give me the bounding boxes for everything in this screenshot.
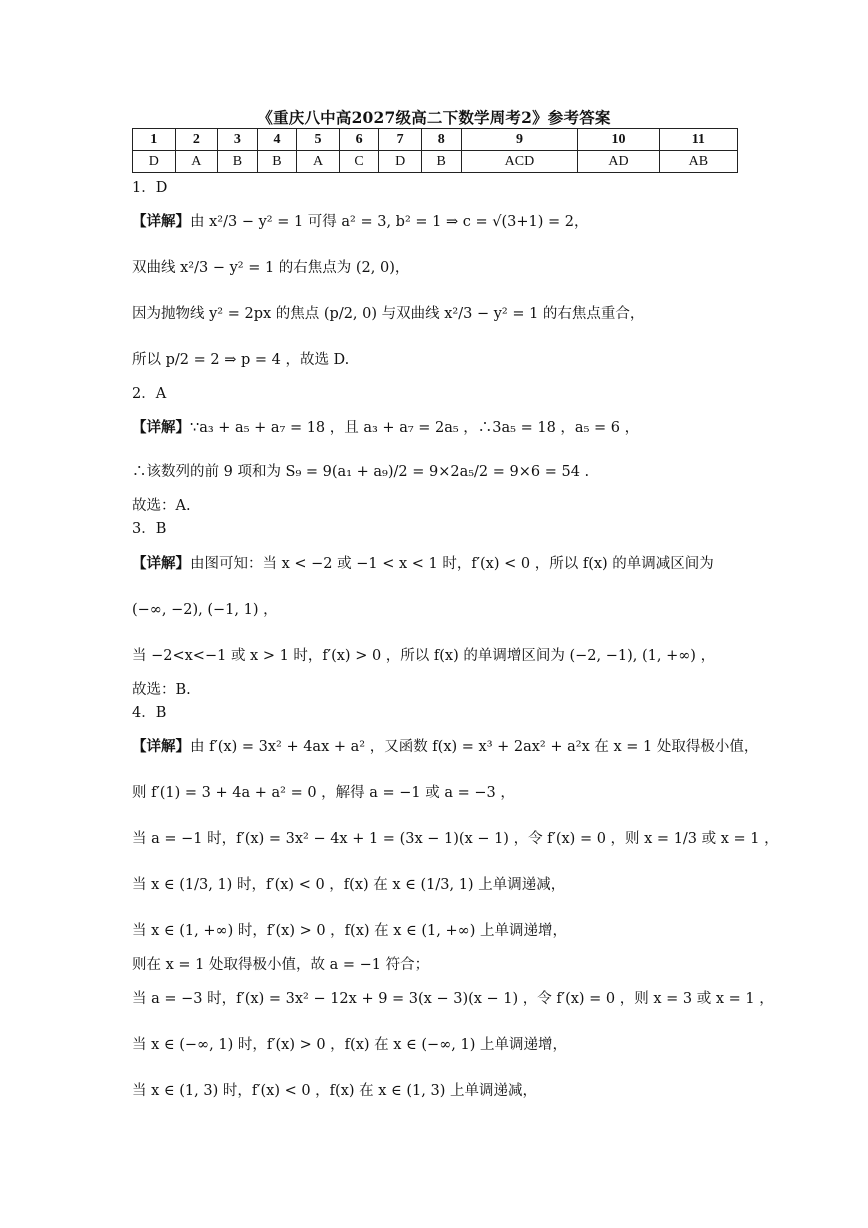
solution-line (132, 496, 191, 516)
solution-line (132, 212, 588, 232)
question-number: 1 (133, 129, 176, 151)
solution-line (132, 829, 779, 849)
solution-line (132, 921, 567, 941)
solution-line (132, 554, 714, 574)
solution-text: 则在 x = 1 处取得极小值，故 a = −1 符合； (132, 957, 430, 973)
page-title: 《重庆八中高2027级高二下数学周考2》参考答案 (257, 108, 611, 127)
solution-line (132, 646, 715, 666)
answer-cell: AD (578, 151, 659, 173)
detail-label: 【详解】 (132, 555, 190, 572)
solution-line (132, 680, 191, 700)
solution-text: 双曲线 x²/3 − y² = 1 的右焦点为 (2, 0)， (132, 260, 410, 276)
answer-cell: AB (659, 151, 737, 173)
solution-line (132, 955, 429, 975)
question-number: 8 (421, 129, 461, 151)
solution-line (132, 178, 167, 198)
detail-label: 【详解】 (132, 738, 190, 755)
solution-text: 由图可知：当 x < −2 或 −1 < x < 1 时，f′(x) < 0 ，所以 f(x) 的单调减区间为 (190, 556, 714, 572)
solution-line (132, 304, 644, 324)
solution-text: 当 x ∈ (1, +∞) 时，f′(x) > 0 ，f(x) 在 x ∈ (1, +∞) 上单调递增， (132, 923, 567, 939)
answer-cell: A (297, 151, 340, 173)
answer-cell: C (339, 151, 379, 173)
question-number: 7 (379, 129, 422, 151)
question-number: 5 (297, 129, 340, 151)
solution-line (132, 384, 166, 404)
solution-line (132, 350, 349, 370)
answer-cell: B (421, 151, 461, 173)
answer-row (133, 151, 738, 173)
question-number: 4 (257, 129, 297, 151)
solution-line (132, 258, 409, 278)
solution-line (132, 519, 166, 539)
solution-text: 故选：A. (132, 498, 191, 514)
question-number: 11 (659, 129, 737, 151)
solution-text: 当 −2<x<−1 或 x > 1 时，f′(x) > 0 ，所以 f(x) 的单调增区间为 (−2, −1), (1, +∞) ， (132, 648, 716, 664)
solution-text: 所以 p/2 = 2 ⇒ p = 4 ，故选 D. (132, 352, 350, 368)
question-number: 3 (218, 129, 258, 151)
solution-line (132, 989, 774, 1009)
answer-cell: A (175, 151, 218, 173)
solution-text: 故选：B. (132, 682, 191, 698)
solution-text: ∴该数列的前 9 项和为 S₉ = 9(a₁ + a₉)/2 = 9×2a₅/2 = 9×6 = 54 . (132, 464, 590, 480)
solution-text: 当 x ∈ (1/3, 1) 时，f′(x) < 0 ，f(x) 在 x ∈ (1/3, 1) 上单调递减， (132, 877, 566, 893)
question-number: 9 (461, 129, 578, 151)
solution-text: 4．B (132, 705, 167, 721)
solution-line (132, 462, 589, 482)
solution-line (132, 1081, 537, 1101)
solution-text: 1．D (132, 180, 168, 196)
detail-label: 【详解】 (132, 419, 190, 436)
solution-text: 当 x ∈ (−∞, 1) 时，f′(x) > 0 ，f(x) 在 x ∈ (−∞, 1) 上单调递增， (132, 1037, 567, 1053)
solution-text: 当 a = −1 时，f′(x) = 3x² − 4x + 1 = (3x − 1)(x − 1) ，令 f′(x) = 0 ，则 x = 1/3 或 x = 1 ， (132, 831, 779, 847)
solution-line (132, 875, 565, 895)
solution-line (132, 703, 166, 723)
question-number-row (133, 129, 738, 151)
question-number: 2 (175, 129, 218, 151)
solution-line (132, 600, 278, 620)
solution-text: 则 f′(1) = 3 + 4a + a² = 0 ，解得 a = −1 或 a = −3 ， (132, 785, 515, 801)
question-number: 6 (339, 129, 379, 151)
solution-line (132, 737, 758, 757)
answer-cell: D (133, 151, 176, 173)
solution-text: 因为抛物线 y² = 2px 的焦点 (p/2, 0) 与双曲线 x²/3 − y² = 1 的右焦点重合， (132, 306, 645, 322)
detail-label: 【详解】 (132, 213, 190, 230)
question-number: 10 (578, 129, 659, 151)
solution-text: 当 a = −3 时，f′(x) = 3x² − 12x + 9 = 3(x − 3)(x − 1) ，令 f′(x) = 0 ，则 x = 3 或 x = 1 ， (132, 991, 774, 1007)
solution-text: 由 x²/3 − y² = 1 可得 a² = 3, b² = 1 ⇒ c = √(3+1) = 2， (190, 214, 589, 230)
solution-text: 3．B (132, 521, 167, 537)
answer-cell: B (257, 151, 297, 173)
solution-text: 当 x ∈ (1, 3) 时，f′(x) < 0 ，f(x) 在 x ∈ (1, 3) 上单调递减， (132, 1083, 537, 1099)
solution-line (132, 418, 639, 438)
solution-line (132, 783, 515, 803)
answer-table (132, 128, 738, 173)
solution-text: ∵a₃ + a₅ + a₇ = 18 ，且 a₃ + a₇ = 2a₅ ，∴3a₅ = 18 ，a₅ = 6 ， (190, 420, 640, 436)
solution-text: 2．A (132, 386, 167, 402)
answer-cell: D (379, 151, 422, 173)
solution-text: (−∞, −2), (−1, 1) ， (132, 602, 278, 618)
solution-text: 由 f′(x) = 3x² + 4ax + a² ，又函数 f(x) = x³ + 2ax² + a²x 在 x = 1 处取得极小值， (190, 739, 759, 755)
solution-line (132, 1035, 567, 1055)
answer-cell: ACD (461, 151, 578, 173)
answer-cell: B (218, 151, 258, 173)
